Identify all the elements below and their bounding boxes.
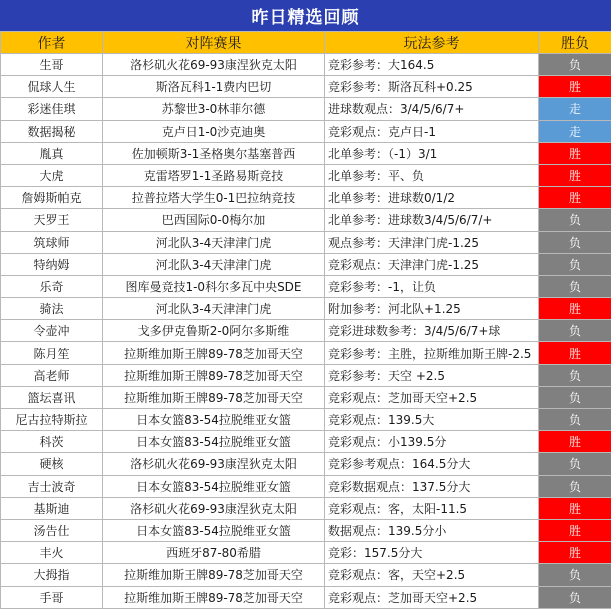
match-cell: 西班牙87-80希腊 [103,542,325,564]
review-table [0,31,611,609]
author-cell: 硬核 [1,453,103,475]
result-cell: 走 [539,120,611,142]
match-cell: 洛杉矶火花69-93康涅狄克太阳 [103,453,325,475]
author-cell: 詹姆斯帕克 [1,187,103,209]
table-row [1,54,611,76]
play-cell: 观点参考：天津津门虎-1.25 [325,231,539,253]
table-row [1,497,611,519]
play-cell: 竞彩观点：天津津门虎-1.25 [325,253,539,275]
author-cell: 骑法 [1,298,103,320]
author-cell: 篮坛喜讯 [1,386,103,408]
result-cell: 负 [539,453,611,475]
author-cell: 手哥 [1,586,103,608]
table-body [1,54,611,609]
author-cell: 尼古拉特斯拉 [1,409,103,431]
table-row [1,320,611,342]
play-cell: 数据观点：139.5分小 [325,519,539,541]
match-cell: 克雷塔罗1-1圣路易斯竞技 [103,164,325,186]
match-cell: 洛杉矶火花69-93康涅狄克太阳 [103,497,325,519]
table-row [1,76,611,98]
result-cell: 负 [539,364,611,386]
play-cell: 竞彩参考：斯洛瓦科+0.25 [325,76,539,98]
match-cell: 河北队3-4天津津门虎 [103,298,325,320]
play-cell: 竞彩进球数参考：3/4/5/6/7+球 [325,320,539,342]
table-row [1,164,611,186]
result-cell: 胜 [539,519,611,541]
play-cell: 竞彩数据观点：137.5分大 [325,475,539,497]
match-cell: 日本女篮83-54拉脱维亚女篮 [103,409,325,431]
match-cell: 戈多伊克鲁斯2-0阿尔多斯维 [103,320,325,342]
table-row [1,386,611,408]
author-cell: 筑球师 [1,231,103,253]
header-author: 作者 [1,32,103,54]
author-cell: 胤真 [1,142,103,164]
play-cell: 竞彩观点：芝加哥天空+2.5 [325,386,539,408]
result-cell: 胜 [539,298,611,320]
match-cell: 河北队3-4天津津门虎 [103,231,325,253]
play-cell: 竞彩参考：天空 +2.5 [325,364,539,386]
match-cell: 拉普拉塔大学生0-1巴拉纳竞技 [103,187,325,209]
table-row [1,342,611,364]
match-cell: 洛杉矶火花69-93康涅狄克太阳 [103,54,325,76]
author-cell: 高老师 [1,364,103,386]
table-row [1,475,611,497]
result-cell: 胜 [539,142,611,164]
header-play: 玩法参考 [325,32,539,54]
author-cell: 陈月笙 [1,342,103,364]
header-match: 对阵赛果 [103,32,325,54]
table-row [1,187,611,209]
match-cell: 苏黎世3-0林菲尔德 [103,98,325,120]
result-cell: 胜 [539,497,611,519]
table-row [1,364,611,386]
play-cell: 竞彩参考：-1，让负 [325,275,539,297]
table-row [1,409,611,431]
page-title: 昨日精选回顾 [0,0,611,31]
header-result: 胜负 [539,32,611,54]
result-cell: 胜 [539,431,611,453]
play-cell: 竞彩参考观点：164.5分大 [325,453,539,475]
table-header-row [1,32,611,54]
play-cell: 进球数观点：3/4/5/6/7+ [325,98,539,120]
result-cell: 负 [539,475,611,497]
author-cell: 数据揭秘 [1,120,103,142]
result-cell: 走 [539,98,611,120]
match-cell: 日本女篮83-54拉脱维亚女篮 [103,519,325,541]
author-cell: 科茨 [1,431,103,453]
result-cell: 负 [539,275,611,297]
match-cell: 巴西国际0-0梅尔加 [103,209,325,231]
play-cell: 北单参考：进球数3/4/5/6/7/+ [325,209,539,231]
play-cell: 竞彩观点：芝加哥天空+2.5 [325,586,539,608]
table-row [1,253,611,275]
table-row [1,519,611,541]
match-cell: 斯洛瓦科1-1费内巴切 [103,76,325,98]
table-row [1,120,611,142]
match-cell: 佐加顿斯3-1圣格奥尔基塞普西 [103,142,325,164]
table-row [1,142,611,164]
match-cell: 拉斯维加斯王牌89-78芝加哥天空 [103,586,325,608]
play-cell: 竞彩观点：客，太阳-11.5 [325,497,539,519]
table-row [1,275,611,297]
match-cell: 图库曼竞技1-0科尔多瓦中央SDE [103,275,325,297]
result-cell: 负 [539,320,611,342]
author-cell: 大虎 [1,164,103,186]
table-row [1,209,611,231]
table-row [1,586,611,608]
author-cell: 彩迷佳琪 [1,98,103,120]
result-cell: 胜 [539,76,611,98]
table-row [1,298,611,320]
author-cell: 天罗王 [1,209,103,231]
play-cell: 北单参考：平、负 [325,164,539,186]
match-cell: 拉斯维加斯王牌89-78芝加哥天空 [103,386,325,408]
author-cell: 汤告仕 [1,519,103,541]
play-cell: 北单参考：（-1）3/1 [325,142,539,164]
result-cell: 胜 [539,187,611,209]
play-cell: 北单参考：进球数0/1/2 [325,187,539,209]
author-cell: 令壶冲 [1,320,103,342]
match-cell: 日本女篮83-54拉脱维亚女篮 [103,475,325,497]
result-cell: 负 [539,409,611,431]
match-cell: 日本女篮83-54拉脱维亚女篮 [103,431,325,453]
play-cell: 竞彩：157.5分大 [325,542,539,564]
play-cell: 竞彩观点：客，天空+2.5 [325,564,539,586]
author-cell: 生哥 [1,54,103,76]
result-cell: 负 [539,231,611,253]
match-cell: 河北队3-4天津津门虎 [103,253,325,275]
match-cell: 克卢日1-0沙克迪奥 [103,120,325,142]
table-row [1,542,611,564]
match-cell: 拉斯维加斯王牌89-78芝加哥天空 [103,364,325,386]
play-cell: 竞彩参考：主胜，拉斯维加斯王牌-2.5 [325,342,539,364]
result-cell: 负 [539,253,611,275]
play-cell: 附加参考：河北队+1.25 [325,298,539,320]
table-row [1,431,611,453]
author-cell: 侃球人生 [1,76,103,98]
result-cell: 负 [539,386,611,408]
play-cell: 竞彩参考：大164.5 [325,54,539,76]
play-cell: 竞彩观点：小139.5分 [325,431,539,453]
table-row [1,231,611,253]
author-cell: 乐奇 [1,275,103,297]
author-cell: 大拇指 [1,564,103,586]
author-cell: 吉士波奇 [1,475,103,497]
result-cell: 胜 [539,342,611,364]
result-cell: 负 [539,54,611,76]
table-row [1,453,611,475]
result-cell: 胜 [539,164,611,186]
result-cell: 负 [539,564,611,586]
author-cell: 基斯迪 [1,497,103,519]
author-cell: 丰火 [1,542,103,564]
play-cell: 竞彩观点：克卢日-1 [325,120,539,142]
result-cell: 负 [539,209,611,231]
play-cell: 竞彩观点：139.5大 [325,409,539,431]
table-row [1,564,611,586]
match-cell: 拉斯维加斯王牌89-78芝加哥天空 [103,342,325,364]
table-row [1,98,611,120]
author-cell: 特纳姆 [1,253,103,275]
result-cell: 胜 [539,542,611,564]
match-cell: 拉斯维加斯王牌89-78芝加哥天空 [103,564,325,586]
result-cell: 负 [539,586,611,608]
